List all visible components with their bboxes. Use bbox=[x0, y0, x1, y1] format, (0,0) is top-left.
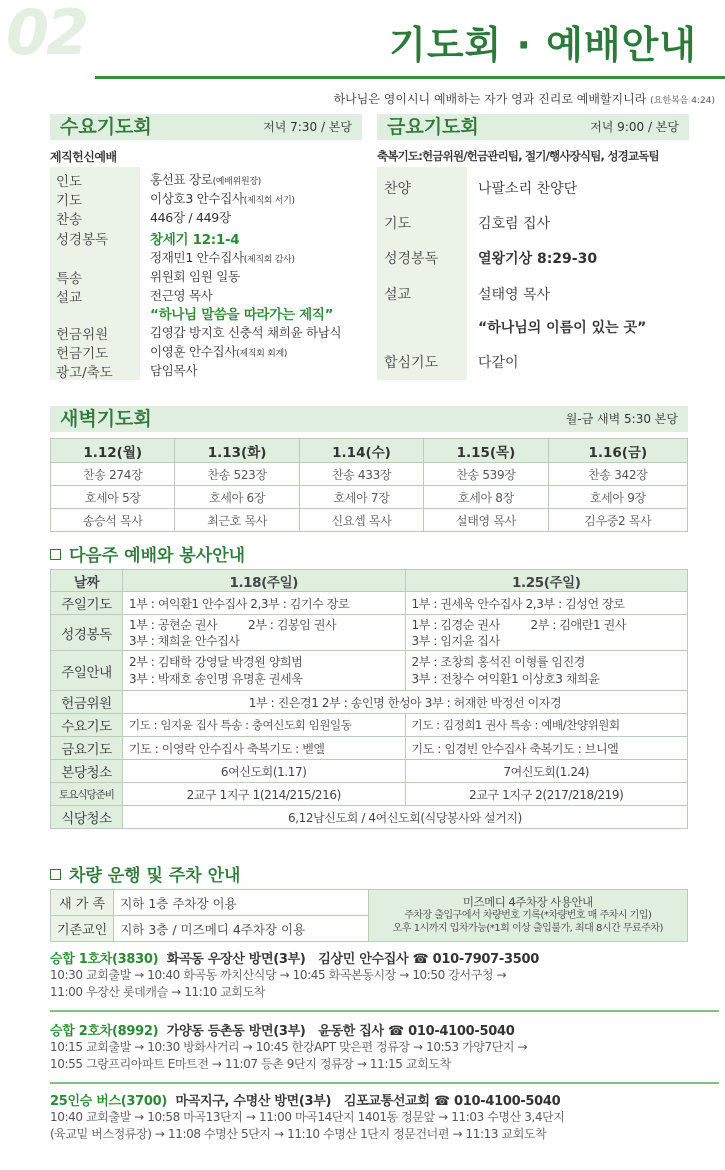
wednesday-header bbox=[50, 114, 362, 140]
dawn-leader: 설태영 목사 bbox=[424, 509, 548, 532]
row-label: 성경봉독 bbox=[51, 615, 123, 651]
friday-header bbox=[377, 114, 689, 140]
wed-value-3: 창세기 12:1-4 bbox=[150, 232, 240, 248]
cell: 1부 : 여익환1 안수집사 2,3부 : 김기수 장로 bbox=[122, 592, 405, 615]
verse-ref: (요한복음 4:24) bbox=[650, 96, 715, 106]
wed-label-6: 설교 bbox=[56, 290, 83, 306]
wed-label-5: 특송 bbox=[56, 271, 83, 287]
bus-route: (육교밑 버스정류장) → 11:08 수명산 5단지 → 11:10 수명산 1단지 정문건너편 → 11:13 교회도착 bbox=[50, 1127, 547, 1141]
page-title: 기도회 · 예배안내 bbox=[389, 23, 697, 67]
wed-label-9: 헌금기도 bbox=[56, 346, 109, 362]
notice-title: 미즈메디 4주차장 사용안내 bbox=[462, 895, 593, 909]
dawn-header bbox=[50, 406, 688, 432]
row-label: 수요기도 bbox=[51, 714, 123, 737]
wed-value-6: 전근영 목사 bbox=[150, 288, 213, 303]
fri-value-1: 김호림 집사 bbox=[478, 216, 551, 232]
bus-area: 화곡동 우장산 방면(3부) bbox=[166, 952, 306, 967]
wed-label-2: 찬송 bbox=[56, 212, 83, 228]
service-col-1: 1.18(주일) bbox=[122, 570, 405, 592]
service-title: 다음주 예배와 봉사안내 bbox=[69, 546, 246, 566]
cell: 7여신도회(1.24) bbox=[405, 760, 688, 783]
bus-name: 25인승 버스(3700) bbox=[50, 1094, 168, 1109]
wed-value-8: 김영갑 방지호 신충석 채희윤 하남식 bbox=[150, 325, 342, 340]
verse-text: 하나님은 영이시니 예배하는 자가 영과 진리로 예배할지니라 bbox=[333, 92, 647, 106]
checkbox-square-icon bbox=[50, 549, 61, 560]
wed-label-3: 성경봉독 bbox=[56, 232, 109, 248]
cell: 기도 : 임경빈 안수집사 축복기도 : 브니엘 bbox=[405, 737, 688, 760]
service-col-2: 1.25(주일) bbox=[405, 570, 688, 592]
dawn-leader: 김우중2 목사 bbox=[548, 509, 687, 532]
row-label: 주일기도 bbox=[51, 592, 123, 615]
fri-value-3: 설태영 목사 bbox=[478, 287, 551, 303]
bus-name: 승합 1호차(3830) bbox=[50, 952, 159, 967]
dawn-reading: 호세아 6장 bbox=[175, 486, 299, 509]
fri-value-5: 다같이 bbox=[478, 355, 519, 371]
bus-route: 11:00 우장산 롯데캐슬 → 11:10 교회도착 bbox=[50, 985, 266, 999]
row-label: 본당청소 bbox=[51, 760, 123, 783]
notice-line-2: 오후 1시까지 입차가능(*1회 이상 출입불가, 최대 8시간 무료주차) bbox=[392, 923, 663, 934]
dawn-reading: 호세아 7장 bbox=[299, 486, 423, 509]
fri-label-0: 찬양 bbox=[384, 181, 412, 197]
dawn-table bbox=[50, 438, 688, 532]
existing-member-label: 기존교인 bbox=[51, 916, 114, 942]
parking-heading bbox=[50, 861, 240, 886]
parking-notice bbox=[368, 890, 687, 942]
cell: 1부 : 김경순 권사 2부 : 김애란1 권사 3부 : 임지윤 집사 bbox=[405, 615, 688, 651]
friday-subhead: 축복기도:헌금위원/헌금관리팀, 절기/행사장식팀, 성경교독팀 bbox=[377, 149, 659, 163]
verse bbox=[334, 90, 715, 107]
friday-label-column bbox=[377, 167, 467, 380]
cell: 6,12남신도회 / 4여신도회(식당봉사와 설거지) bbox=[122, 806, 687, 829]
checkbox-square-icon bbox=[50, 869, 61, 880]
dawn-hymn: 찬송 523장 bbox=[175, 463, 299, 486]
dawn-reading: 호세아 5장 bbox=[51, 486, 175, 509]
fri-label-2: 성경봉독 bbox=[384, 251, 439, 267]
bus-divider bbox=[50, 1082, 719, 1084]
fri-sermon-title: “하나님의 이름이 있는 곳” bbox=[478, 320, 647, 336]
wed-value-9: 이영훈 안수집사(제직회 회계) bbox=[150, 344, 288, 359]
page-number: 02 bbox=[6, 0, 87, 69]
wednesday-title: 수요기도회 bbox=[60, 116, 152, 138]
dawn-hymn: 찬송 433장 bbox=[299, 463, 423, 486]
row-label: 헌금위원 bbox=[51, 691, 123, 714]
bus-route: 10:30 교회출발 → 10:40 화곡동 까치산식당 → 10:45 화곡본동시장 → 10:50 강서구청 → bbox=[50, 968, 507, 982]
bus-route: 10:15 교회출발 → 10:30 방화사거리 → 10:45 한강APT 맞은편 정류장 → 10:53 가양7단지 → bbox=[50, 1040, 528, 1054]
dawn-leader: 최근호 목사 bbox=[175, 509, 299, 532]
cell: 기도 : 이영락 안수집사 축복기도 : 벧엘 bbox=[122, 737, 405, 760]
friday-time: 저녁 9:00 / 본당 bbox=[590, 120, 679, 134]
cell: 2교구 1지구 1(214/215/216) bbox=[122, 783, 405, 806]
row-label: 금요기도 bbox=[51, 737, 123, 760]
notice-line-1: 주차장 출입구에서 차량번호 기록(*차량번호 매 주차시 기입) bbox=[404, 910, 652, 921]
wed-label-10: 광고/축도 bbox=[56, 365, 113, 381]
fri-label-3: 설교 bbox=[384, 287, 412, 303]
service-heading bbox=[50, 541, 245, 566]
row-label: 토요식당준비 bbox=[51, 783, 123, 806]
bus-area: 마곡지구, 수명산 방면(3부) bbox=[175, 1094, 332, 1109]
dawn-leader: 송승석 목사 bbox=[51, 509, 175, 532]
new-family-label: 새 가 족 bbox=[51, 890, 114, 916]
wed-label-8: 헌금위원 bbox=[56, 327, 109, 343]
wed-value-4: 정재민1 안수집사(제직회 감사) bbox=[150, 250, 295, 265]
wed-sermon-title: “하나님 말씀을 따라가는 제직” bbox=[150, 307, 334, 323]
dawn-date: 1.15(목) bbox=[424, 439, 548, 463]
cell: 기도 : 김정희1 권사 특송 : 예배/찬양위원회 bbox=[405, 714, 688, 737]
fri-label-5: 합심기도 bbox=[384, 355, 439, 371]
row-label: 주일안내 bbox=[51, 651, 123, 691]
dawn-hymn: 찬송 274장 bbox=[51, 463, 175, 486]
service-col-date: 날짜 bbox=[51, 570, 123, 592]
dawn-date: 1.16(금) bbox=[548, 439, 687, 463]
cell: 2교구 1지구 2(217/218/219) bbox=[405, 783, 688, 806]
bus-1 bbox=[50, 948, 719, 1001]
existing-member-value: 지하 3층 / 미즈메디 4주차장 이용 bbox=[114, 916, 368, 942]
dawn-hymn: 찬송 539장 bbox=[424, 463, 548, 486]
cell: 6여신도회(1.17) bbox=[122, 760, 405, 783]
dawn-hymn: 찬송 342장 bbox=[548, 463, 687, 486]
bus-area: 가양동 등촌동 방면(3부) bbox=[166, 1024, 306, 1039]
dawn-time: 월-금 새벽 5:30 본당 bbox=[565, 412, 678, 426]
cell: 기도 : 임지윤 집사 특송 : 충여신도회 임원일동 bbox=[122, 714, 405, 737]
dawn-date: 1.13(화) bbox=[175, 439, 299, 463]
bus-route: 10:40 교회출발 → 10:58 마곡13단지 → 11:00 마곡14단지 1401동 정문앞 → 11:03 수명산 3,4단지 bbox=[50, 1110, 565, 1124]
bus-driver: 김상민 안수집사 ☎ 010-7907-3500 bbox=[318, 952, 540, 967]
cell: 2부 : 조창희 홍석진 이형률 임진경 3부 : 전창수 여익환1 이상호3 채희윤 bbox=[405, 651, 688, 691]
bus-route: 10:55 그랑프리아파트 E마트전 → 11:07 등촌 9단지 정류장 → 11:15 교회도착 bbox=[50, 1057, 451, 1071]
wednesday-time: 저녁 7:30 / 본당 bbox=[263, 120, 352, 134]
dawn-date: 1.14(수) bbox=[299, 439, 423, 463]
wed-value-2: 446장 / 449장 bbox=[150, 210, 231, 225]
bus-name: 승합 2호차(8992) bbox=[50, 1024, 159, 1039]
wednesday-subhead: 제직헌신예배 bbox=[50, 150, 117, 164]
cell: 1부 : 공현순 권사 2부 : 김봉임 권사 3부 : 채희윤 안수집사 bbox=[122, 615, 405, 651]
wed-value-1: 이상호3 안수집사(제직회 서기) bbox=[150, 191, 295, 206]
title-divider bbox=[95, 76, 725, 79]
dawn-leader: 신요셉 목사 bbox=[299, 509, 423, 532]
dawn-reading: 호세아 9장 bbox=[548, 486, 687, 509]
bus-3 bbox=[50, 1090, 719, 1143]
bus-driver: 김포교통선교회 ☎ 010-4100-5040 bbox=[343, 1094, 561, 1109]
wed-value-5: 위원회 임원 일동 bbox=[150, 269, 240, 284]
wed-label-0: 인도 bbox=[56, 174, 83, 190]
wed-label-1: 기도 bbox=[56, 193, 83, 209]
dawn-title: 새벽기도회 bbox=[60, 408, 152, 430]
friday-title: 금요기도회 bbox=[387, 116, 479, 138]
fri-value-0: 나팔소리 찬양단 bbox=[478, 181, 578, 197]
cell: 2부 : 김태학 강영달 박경원 양희범 3부 : 박재호 송인명 유명훈 권세욱 bbox=[122, 651, 405, 691]
service-table bbox=[50, 569, 688, 829]
cell: 1부 : 권세욱 안수집사 2,3부 : 김성언 장로 bbox=[405, 592, 688, 615]
parking-table bbox=[50, 889, 688, 942]
bus-driver: 윤동한 집사 ☎ 010-4100-5040 bbox=[318, 1024, 515, 1039]
dawn-reading: 호세아 8장 bbox=[424, 486, 548, 509]
cell: 1부 : 진은경1 2부 : 송인명 한성아 3부 : 허재한 박정선 이자경 bbox=[122, 691, 687, 714]
wed-value-10: 담임목사 bbox=[150, 363, 198, 378]
parking-title: 차량 운행 및 주차 안내 bbox=[69, 866, 241, 886]
bus-2 bbox=[50, 1020, 719, 1073]
dawn-date: 1.12(월) bbox=[51, 439, 175, 463]
new-family-value: 지하 1층 주차장 이용 bbox=[114, 890, 368, 916]
fri-value-2: 열왕기상 8:29-30 bbox=[478, 251, 598, 267]
wed-value-0: 홍선표 장로(예배위원장) bbox=[150, 172, 261, 187]
row-label: 식당청소 bbox=[51, 806, 123, 829]
fri-label-1: 기도 bbox=[384, 216, 412, 232]
bus-divider bbox=[50, 1010, 719, 1012]
